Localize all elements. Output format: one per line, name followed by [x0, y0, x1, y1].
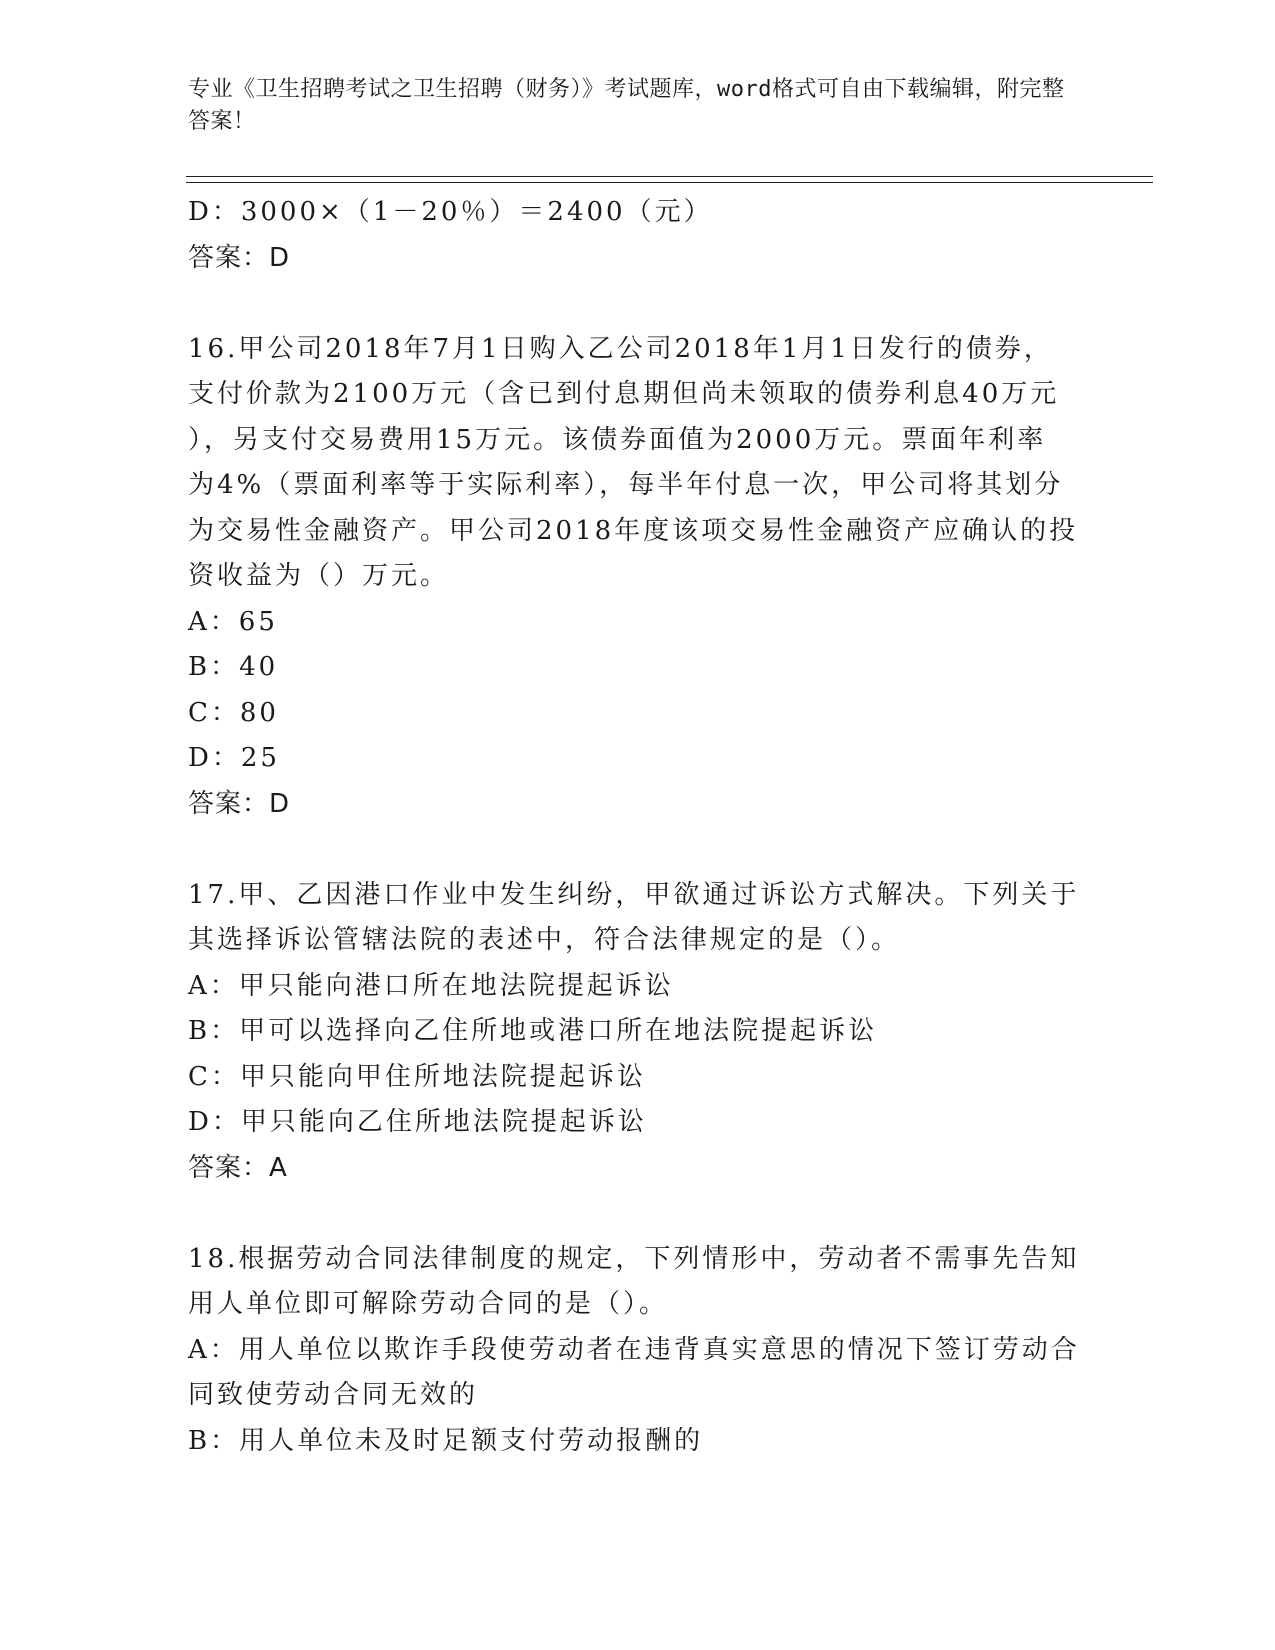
option-b: B：用人单位未及时足额支付劳动报酬的 [188, 1425, 704, 1456]
answer-line: 答案：D [188, 242, 291, 273]
question-stem-line: ），另支付交易费用15万元。该债券面值为2000万元。票面年利率 [188, 424, 1047, 455]
option-d: D：25 [188, 743, 280, 773]
option-d: D：甲只能向乙住所地法院提起诉讼 [188, 1107, 647, 1137]
question-stem-line: 17.甲、乙因港口作业中发生纠纷，甲欲通过诉讼方式解决。下列关于 [188, 879, 1080, 910]
option-b: B：甲可以选择向乙住所地或港口所在地法院提起诉讼 [188, 1016, 878, 1046]
answer-line: 答案：A [188, 1152, 288, 1183]
question-stem-line: 为4%（票面利率等于实际利率），每半年付息一次，甲公司将其划分 [188, 470, 1064, 500]
question-stem-line: 16.甲公司2018年7月1日购入乙公司2018年1月1日发行的债券， [188, 333, 1053, 364]
question-16 [188, 327, 1078, 828]
spacer [188, 281, 1078, 327]
option-a: A：甲只能向港口所在地法院提起诉讼 [188, 970, 674, 1001]
question-stem-line: 为交易性金融资产。甲公司2018年度该项交易性金融资产应确认的投 [188, 515, 1079, 546]
option-a: A：65 [188, 606, 278, 637]
option-b: B：40 [188, 652, 279, 682]
spacer [188, 827, 1078, 873]
header-divider-top [186, 176, 1153, 177]
question-stem-line: 支付价款为2100万元（含已到付息期但尚未领取的债券利息40万元 [188, 379, 1060, 409]
answer-line: 答案：D [188, 788, 291, 819]
header-divider-bottom [186, 182, 1153, 183]
question-stem-line: 用人单位即可解除劳动合同的是（）。 [188, 1289, 669, 1319]
spacer [188, 1191, 1078, 1237]
question-18 [188, 1237, 1078, 1465]
option-a-continued: 同致使劳动合同无效的 [188, 1380, 479, 1410]
option-c: C：甲只能向甲住所地法院提起诉讼 [188, 1061, 646, 1092]
option-a: A：用人单位以欺诈手段使劳动者在违背真实意思的情况下签订劳动合 [188, 1334, 1080, 1365]
option-d: D：3000×（1－20％）＝2400（元） [188, 197, 713, 227]
document-header: 专业《卫生招聘考试之卫生招聘（财务）》考试题库，word格式可自由下载编辑，附完整答案！ [188, 77, 1065, 134]
question-stem-line: 资收益为（）万元。 [188, 561, 450, 591]
question-17 [188, 873, 1078, 1192]
question-stem-line: 其选择诉讼管辖法院的表述中，符合法律规定的是（）。 [188, 925, 901, 955]
option-c: C：80 [188, 697, 279, 728]
document-body [188, 190, 1078, 1464]
question-stem-line: 18.根据劳动合同法律制度的规定，下列情形中，劳动者不需事先告知 [188, 1243, 1080, 1274]
